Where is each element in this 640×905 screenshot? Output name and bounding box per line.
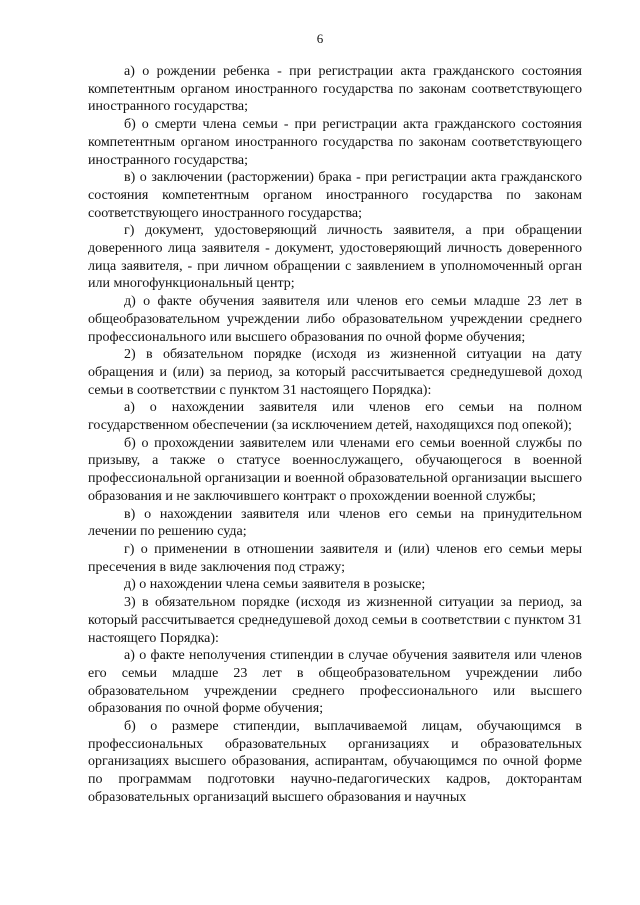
paragraph-marriage-registration: в) о заключении (расторжении) брака - при регистрации акта гражданского состояния компетентным органом иностранного государства по законам соответствующего иностранного государства;	[88, 170, 582, 221]
paragraph-no-scholarship: а) о факте неполучения стипендии в случае обучения заявителя или членов его семьи младше 23 лет в общеобразовательном учреждении либо образовательном учреждении среднего профессионального или высшего образования по очной форме обучения;	[88, 648, 582, 717]
paragraph-state-support: а) о нахождении заявителя или членов его семьи на полном государственном обеспечении (за исключением детей, находящихся под опекой);	[88, 400, 582, 434]
paragraph-compulsory-treatment: в) о нахождении заявителя или членов его семьи на принудительном лечении по решению суда;	[88, 506, 582, 540]
page-number: 6	[316, 31, 324, 46]
paragraph-identity-document: г) документ, удостоверяющий личность заявителя, а при обращении доверенного лица заявителя - документ, удостоверяющий личность доверенного лица заявителя, - при личном обращении с заявлением в уполномоченный орган или многофункциональный центр;	[88, 223, 582, 292]
paragraph-mandatory-for-period: 3) в обязательном порядке (исходя из жизненной ситуации за период, за который рассчитывается среднедушевой доход семьи в соответствии с пунктом 31 настоящего Порядка):	[88, 595, 582, 646]
document-body	[88, 63, 582, 807]
paragraph-mandatory-on-date: 2) в обязательном порядке (исходя из жизненной ситуации на дату обращения и (или) за период, за который рассчитывается среднедушевой доход семьи в соответствии с пунктом 31 настоящего Порядка):	[88, 347, 582, 398]
paragraph-wanted-list: д) о нахождении члена семьи заявителя в розыске;	[124, 577, 426, 593]
paragraph-military-service: б) о прохождении заявителем или членами его семьи военной службы по призыву, а также о статусе военнослужащего, обучающегося в военной профессиональной организации и военной образовательной организации высшего образования и не заключившего контракт о прохождении военной службы;	[88, 435, 582, 504]
paragraph-death-registration: б) о смерти члена семьи - при регистрации акта гражданского состояния компетентным органом иностранного государства по законам соответствующего иностранного государства;	[88, 117, 582, 168]
paragraph-birth-registration: а) о рождении ребенка - при регистрации акта гражданского состояния компетентным органом иностранного государства по законам соответствующего иностранного государства;	[88, 64, 582, 115]
paragraph-education-fact: д) о факте обучения заявителя или членов его семьи младше 23 лет в общеобразовательном учреждении либо образовательном учреждении среднего профессионального или высшего образования по очной форме обучения;	[88, 294, 582, 345]
paragraph-detention: г) о применении в отношении заявителя и (или) членов его семьи меры пресечения в виде заключения под стражу;	[88, 541, 582, 575]
paragraph-scholarship-amount: б) о размере стипендии, выплачиваемой лицам, обучающимся в профессиональных образовательных организациях и образовательных организациях высшего образования, аспирантам, обучающимся по очной форме по программам подготовки научно-педагогических кадров, докторантам образовательных организаций высшего образования и научных	[88, 719, 582, 805]
